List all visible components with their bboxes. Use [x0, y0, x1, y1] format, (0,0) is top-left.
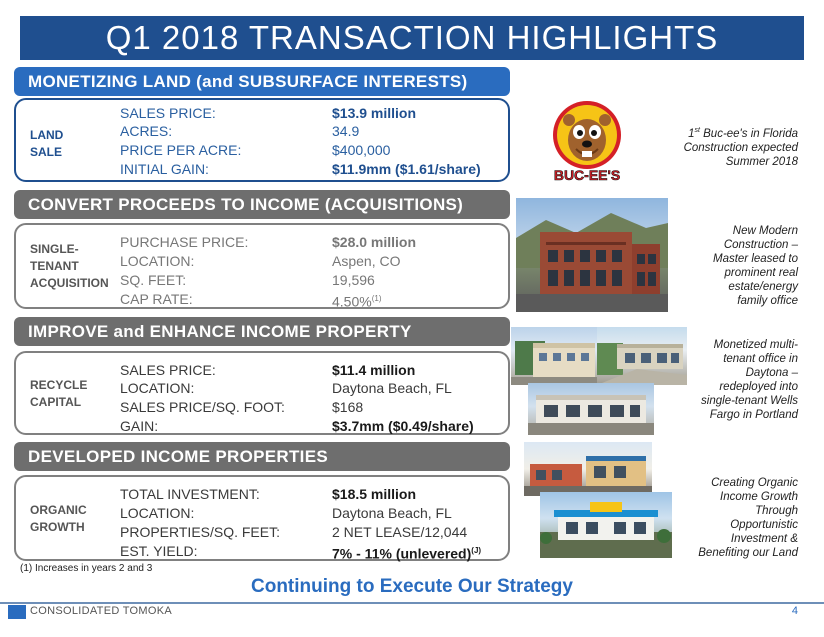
row-key: ACRES: [120, 123, 173, 139]
slide-title: Q1 2018 TRANSACTION HIGHLIGHTS [20, 16, 804, 60]
detail-row [120, 141, 500, 159]
label-line: RECYCLE [30, 378, 88, 392]
aspen-building-photo [516, 198, 668, 312]
row-key: PURCHASE PRICE: [120, 234, 249, 250]
row-key: LOCATION: [120, 505, 195, 521]
row-value: 2 NET LEASE/12,044 [332, 524, 468, 540]
section-header-monetizing-land: MONETIZING LAND (and SUBSURFACE INTERESTS) [14, 67, 510, 96]
row-key: LOCATION: [120, 380, 195, 396]
caption-line: Construction – [723, 239, 798, 251]
developed-property-photo-2 [540, 492, 672, 558]
organic-growth-box [14, 475, 510, 561]
detail-row [120, 542, 500, 560]
caption-line: estate/energy [728, 281, 798, 293]
row-key: CAP RATE: [120, 291, 193, 307]
daytona-plaza-photo [597, 327, 687, 385]
row-value: $18.5 million [332, 486, 417, 502]
caption-line: Construction expected [683, 141, 798, 154]
row-value: $28.0 million [332, 234, 417, 250]
caption-line: Creating Organic [711, 477, 798, 489]
detail-row [120, 160, 500, 178]
caption-line: Master leased to [712, 253, 798, 265]
footnote-marker: (J) [471, 546, 482, 555]
label-line: ACQUISITION [30, 276, 109, 290]
label-line: ORGANIC [30, 503, 87, 517]
row-value: $11.4 million [332, 362, 416, 378]
wells-fargo-image [528, 383, 654, 435]
row-value: Daytona Beach, FL [332, 505, 452, 521]
yield-value: 7% - 11% (unlevered) [332, 545, 472, 562]
beaver-logo-icon [548, 98, 626, 184]
caption-line: Income Growth [720, 491, 798, 503]
detail-row [120, 417, 500, 435]
label-line: CAPITAL [30, 395, 82, 409]
footnote: (1) Increases in years 2 and 3 [20, 563, 153, 574]
caption-line: Opportunistic [730, 519, 798, 531]
detail-row [120, 523, 500, 541]
row-key: SALES PRICE/SQ. FOOT: [120, 399, 285, 415]
caption-line: tenant office in [723, 353, 798, 365]
wells-fargo-photo [528, 383, 654, 435]
tagline: Continuing to Execute Our Strategy [251, 576, 573, 597]
developed-property-photo-1 [524, 442, 652, 496]
row-value [332, 542, 481, 563]
label-line: SINGLE- [30, 242, 79, 256]
company-logo-icon [8, 605, 26, 619]
row-value: 19,596 [332, 272, 375, 288]
single-tenant-acquisition-box [14, 223, 510, 309]
row-key: INITIAL GAIN: [120, 161, 209, 177]
row-key: PRICE PER ACRE: [120, 142, 242, 158]
detail-row [120, 252, 500, 270]
row-value: $400,000 [332, 142, 391, 158]
land-sale-box [14, 98, 510, 182]
caption-line: redeployed into [719, 381, 798, 393]
detail-row [120, 379, 500, 397]
company-name: CONSOLIDATED TOMOKA [30, 605, 173, 617]
caption-line: Monetized multi- [713, 339, 798, 351]
section-header-developed-income: DEVELOPED INCOME PROPERTIES [14, 442, 510, 471]
caption-superscript: st [694, 127, 700, 134]
aspen-building-image [516, 198, 668, 312]
daytona-caption [701, 338, 798, 422]
detail-row [120, 398, 500, 416]
caption-line [684, 124, 798, 141]
row-value: $168 [332, 399, 364, 415]
row-key: PROPERTIES/SQ. FEET: [120, 524, 281, 540]
row-value [332, 290, 381, 311]
row-key: TOTAL INVESTMENT: [120, 486, 260, 502]
caption-line: New Modern [732, 225, 798, 237]
label-line: SALE [30, 145, 63, 159]
row-value: Aspen, CO [332, 253, 401, 269]
organic-caption [698, 476, 798, 560]
detail-row [120, 233, 500, 251]
detail-row [120, 504, 500, 522]
daytona-office-photo [511, 327, 597, 385]
bucees-logo [548, 98, 626, 184]
footer-divider [0, 602, 824, 604]
row-key: LOCATION: [120, 253, 195, 269]
row-value: 34.9 [332, 123, 360, 139]
detail-row [120, 485, 500, 503]
detail-row [120, 271, 500, 289]
footnote-marker: (1) [371, 294, 382, 303]
detail-row [120, 361, 500, 379]
recycle-capital-label [30, 377, 87, 411]
developed-property-image-1 [524, 442, 652, 496]
row-value: $3.7mm ($0.49/share) [332, 418, 474, 434]
bucees-caption [684, 124, 798, 169]
row-key: SQ. FEET: [120, 272, 187, 288]
caption-line: Investment & [730, 533, 798, 545]
cap-rate-value: 4.50% [332, 293, 372, 310]
caption-line: Through [755, 505, 798, 517]
row-value: $11.9mm ($1.61/share) [332, 161, 481, 177]
caption-line: single-tenant Wells [701, 395, 798, 407]
label-line: GROWTH [30, 520, 85, 534]
row-key: EST. YIELD: [120, 543, 198, 559]
detail-row [120, 290, 500, 308]
caption-text: Buc-ee's in Florida [703, 127, 798, 140]
row-key: GAIN: [120, 418, 159, 434]
developed-property-image-2 [540, 492, 672, 558]
caption-line: Daytona – [745, 367, 798, 379]
section-header-convert-proceeds: CONVERT PROCEEDS TO INCOME (ACQUISITIONS) [14, 190, 510, 219]
recycle-capital-box [14, 351, 510, 435]
row-value: Daytona Beach, FL [332, 380, 452, 396]
caption-line: Summer 2018 [725, 155, 798, 168]
daytona-office-image [511, 327, 597, 385]
aspen-caption [713, 224, 798, 308]
detail-row [120, 122, 500, 140]
caption-line: family office [737, 295, 798, 307]
row-key: SALES PRICE: [120, 105, 216, 121]
caption-line: Benefiting our Land [698, 547, 798, 559]
row-key: SALES PRICE: [120, 362, 216, 378]
caption-line: prominent real [724, 267, 798, 279]
row-value: $13.9 million [332, 105, 417, 121]
label-line: TENANT [30, 259, 79, 273]
page-number: 4 [791, 605, 798, 617]
caption-line: Fargo in Portland [709, 409, 798, 421]
daytona-plaza-image [597, 327, 687, 385]
land-sale-label [30, 127, 63, 161]
section-header-improve-portfolio: IMPROVE and ENHANCE INCOME PROPERTY [14, 317, 510, 346]
organic-growth-label [30, 502, 87, 536]
label-line: LAND [30, 128, 64, 142]
caption-number: 1 [688, 127, 695, 140]
detail-row [120, 104, 500, 122]
single-tenant-acquisition-label [30, 241, 109, 292]
logo-text: BUC-EE'S [553, 167, 621, 183]
